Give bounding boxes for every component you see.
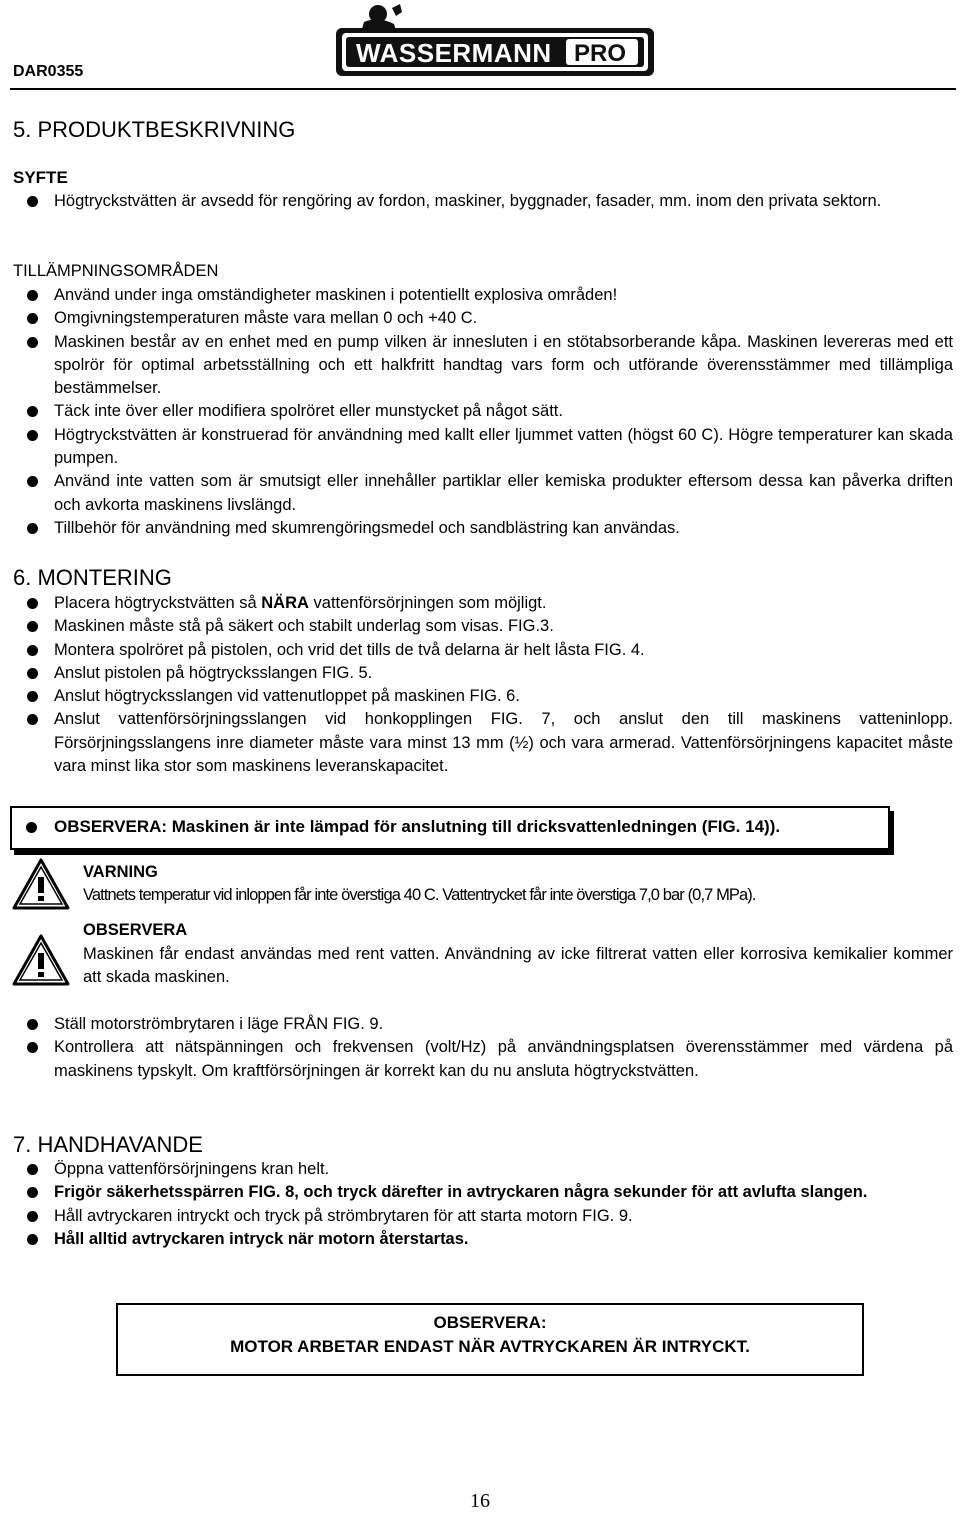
- observera-text: Maskinen får endast användas med rent vatten. Användning av icke filtrerat vatten eller korrosiva kemikalier kommer att skada maskinen.: [83, 945, 953, 986]
- wassermann-pro-logo: [334, 2, 656, 78]
- list-item: Kontrollera att nätspänningen och frekvensen (volt/Hz) på användningsplatsen överensstämmer med värdena på maskinens typskylt. Om kraftförsörjningen är korrekt kan du nu ansluta högtryckstvätten.: [25, 1036, 953, 1083]
- list-item: Anslut vattenförsörjningsslangen vid honkopplingen FIG. 7, och anslut den till maskinens vatteninlopp. Försörjningsslangens inre diameter måste vara minst 13 mm (½) och vara armerad. Vattenförsörjningens kapacitet måste vara minst lika stor som maskinens leveranskapacitet.: [25, 708, 953, 778]
- motor-warning-heading: OBSERVERA:: [433, 1313, 547, 1332]
- list-item: Anslut pistolen på högtrycksslangen FIG. 5.: [25, 662, 953, 685]
- observera-heading: OBSERVERA: [83, 921, 188, 939]
- page-number: 16: [470, 1490, 490, 1512]
- list-item: Montera spolröret på pistolen, och vrid det tills de två delarna är helt låsta FIG. 4.: [25, 639, 953, 662]
- list-item: Omgivningstemperaturen måste vara mellan 0 och +40 C.: [25, 307, 953, 330]
- tillampning-list: [25, 284, 953, 540]
- handhavande-list: [25, 1158, 953, 1251]
- varning-heading: VARNING: [83, 863, 158, 881]
- list-item: Högtryckstvätten är konstruerad för användning med kallt eller ljummet vatten (högst 60 C). Högre temperaturer kan skada pumpen.: [25, 424, 953, 471]
- list-item: Högtryckstvätten är avsedd för rengöring av fordon, maskiner, byggnader, fasader, mm. inom den privata sektorn.: [25, 190, 953, 213]
- list-item: Täck inte över eller modifiera spolröret eller munstycket på något sätt.: [25, 400, 953, 423]
- syfte-list: [25, 190, 953, 213]
- bullet-icon: [26, 822, 37, 833]
- section-7-title: 7. HANDHAVANDE: [13, 1132, 203, 1157]
- list-item: Anslut högtrycksslangen vid vattenutloppet på maskinen FIG. 6.: [25, 685, 953, 708]
- list-item: Maskinen måste stå på säkert och stabilt underlag som visas. FIG.3.: [25, 615, 953, 638]
- logo-graphic: [334, 2, 656, 78]
- list-item: Tillbehör för användning med skumrengöringsmedel och sandblästring kan användas.: [25, 517, 953, 540]
- list-item: Använd under inga omständigheter maskinen i potentiellt explosiva områden!: [25, 284, 953, 307]
- list-item: Ställ motorströmbrytaren i läge FRÅN FIG. 9.: [25, 1013, 953, 1036]
- svg-text:PRO: PRO: [574, 40, 627, 67]
- list-item: Håll avtryckaren intryckt och tryck på strömbrytaren för att starta motorn FIG. 9.: [25, 1205, 953, 1228]
- section-6-title: 6. MONTERING: [13, 565, 172, 590]
- observera-callout-text: OBSERVERA: Maskinen är inte lämpad för anslutning till dricksvattenledningen (FIG. 14)).: [54, 817, 781, 836]
- list-item: Håll alltid avtryckaren intryck när motorn återstartas.: [25, 1228, 953, 1251]
- list-item: Använd inte vatten som är smutsigt eller innehåller partiklar eller kemiska produkter eftersom dessa kan påverka driften och avkorta maskinens livslängd.: [25, 470, 953, 517]
- motor-warning-box: [116, 1303, 864, 1376]
- list-item: Frigör säkerhetsspärren FIG. 8, och tryck därefter in avtryckaren några sekunder för att avlufta slangen.: [25, 1181, 953, 1204]
- list-item: Öppna vattenförsörjningens kran helt.: [25, 1158, 953, 1181]
- observera-callout: [10, 806, 890, 850]
- document-code: DAR0355: [13, 63, 84, 80]
- svg-text:WASSERMANN: WASSERMANN: [356, 38, 552, 68]
- list-item: Placera högtryckstvätten så NÄRA vattenförsörjningen som möjligt.: [25, 592, 953, 615]
- syfte-heading: SYFTE: [13, 168, 68, 187]
- varning-text: Vattnets temperatur vid inloppen får inte överstiga 40 C. Vattentrycket får inte överstiga 7,0 bar (0,7 MPa).: [83, 886, 756, 904]
- tillampning-heading: TILLÄMPNINGSOMRÅDEN: [13, 262, 219, 280]
- header-divider: [10, 88, 956, 90]
- section-5-title: 5. PRODUKTBESKRIVNING: [13, 117, 296, 142]
- warning-triangle-icon: [12, 934, 70, 991]
- montering-list-2: [25, 1013, 953, 1083]
- warning-triangle-icon: [12, 858, 70, 915]
- montering-list: [25, 592, 953, 778]
- list-item: Maskinen består av en enhet med en pump vilken är innesluten i en stötabsorberande kåpa. Maskinen levereras med ett spolrör för optimal arbetsställning och ett halkfritt handtag vars form och utförande överensstämmer med tillämpliga bestämmelser.: [25, 331, 953, 401]
- motor-warning-text: MOTOR ARBETAR ENDAST NÄR AVTRYCKAREN ÄR INTRYCKT.: [230, 1337, 750, 1356]
